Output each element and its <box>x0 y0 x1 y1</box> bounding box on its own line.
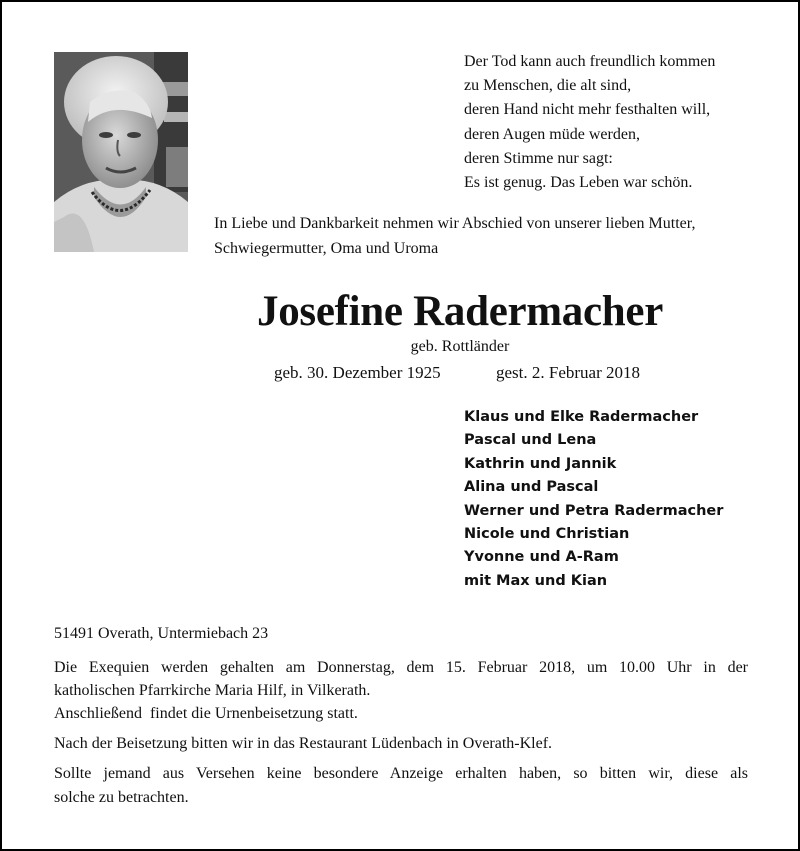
family-member: Werner und Petra Radermacher <box>464 502 724 519</box>
poem-line: Der Tod kann auch freundlich kommen <box>464 53 716 70</box>
address: 51491 Overath, Untermiebach 23 <box>54 625 269 642</box>
funeral-info <box>54 656 748 725</box>
portrait-photo <box>54 52 188 252</box>
family-list <box>464 406 723 593</box>
intro-line: In Liebe und Dankbarkeit nehmen wir Abschied von unserer lieben Mutter, <box>214 215 696 232</box>
intro-line: Schwiegermutter, Oma und Uroma <box>214 239 439 257</box>
closing-note <box>54 762 748 810</box>
poem-line: deren Stimme nur sagt: <box>464 149 613 167</box>
poem-line: zu Menschen, die alt sind, <box>464 77 632 95</box>
poem-line: Es ist genug. Das Leben war schön. <box>464 174 693 192</box>
family-member: Klaus und Elke Radermacher <box>464 409 699 425</box>
birth-date: geb. 30. Dezember 1925 <box>274 363 441 382</box>
poem-line: deren Augen müde werden, <box>464 125 640 143</box>
birth-name: geb. Rottländer <box>410 338 510 355</box>
closing-line: solche zu betrachten. <box>54 789 189 806</box>
death-date: gest. 2. Februar 2018 <box>496 363 641 382</box>
reception-info: Nach der Beisetzung bitten wir in das Restaurant Lüdenbach in Overath-Klef. <box>54 735 553 752</box>
funeral-line: Die Exequien werden gehalten am Donnerstag, dem 15. Februar 2018, um 10.00 Uhr in der <box>54 659 748 676</box>
life-dates <box>274 361 640 385</box>
family-member: Pascal und Lena <box>464 432 597 449</box>
poem <box>464 50 784 195</box>
family-member: Alina und Pascal <box>464 479 599 496</box>
closing-line: Sollte jemand aus Versehen keine besondere Anzeige erhalten haben, so bitten wir, diese als <box>54 765 748 782</box>
family-member: Nicole und Christian <box>464 526 630 543</box>
family-member: Yvonne und A-Ram <box>464 549 619 566</box>
family-member: mit Max und Kian <box>464 572 608 589</box>
deceased-name: Josefine Radermacher <box>257 288 663 335</box>
farewell-intro <box>214 212 754 261</box>
funeral-line: katholischen Pfarrkirche Maria Hilf, in Vilkerath. <box>54 682 371 699</box>
family-member: Kathrin und Jannik <box>464 455 617 472</box>
funeral-line: Anschließend findet die Urnenbeisetzung statt. <box>54 705 358 722</box>
poem-line: deren Hand nicht mehr festhalten will, <box>464 101 711 119</box>
